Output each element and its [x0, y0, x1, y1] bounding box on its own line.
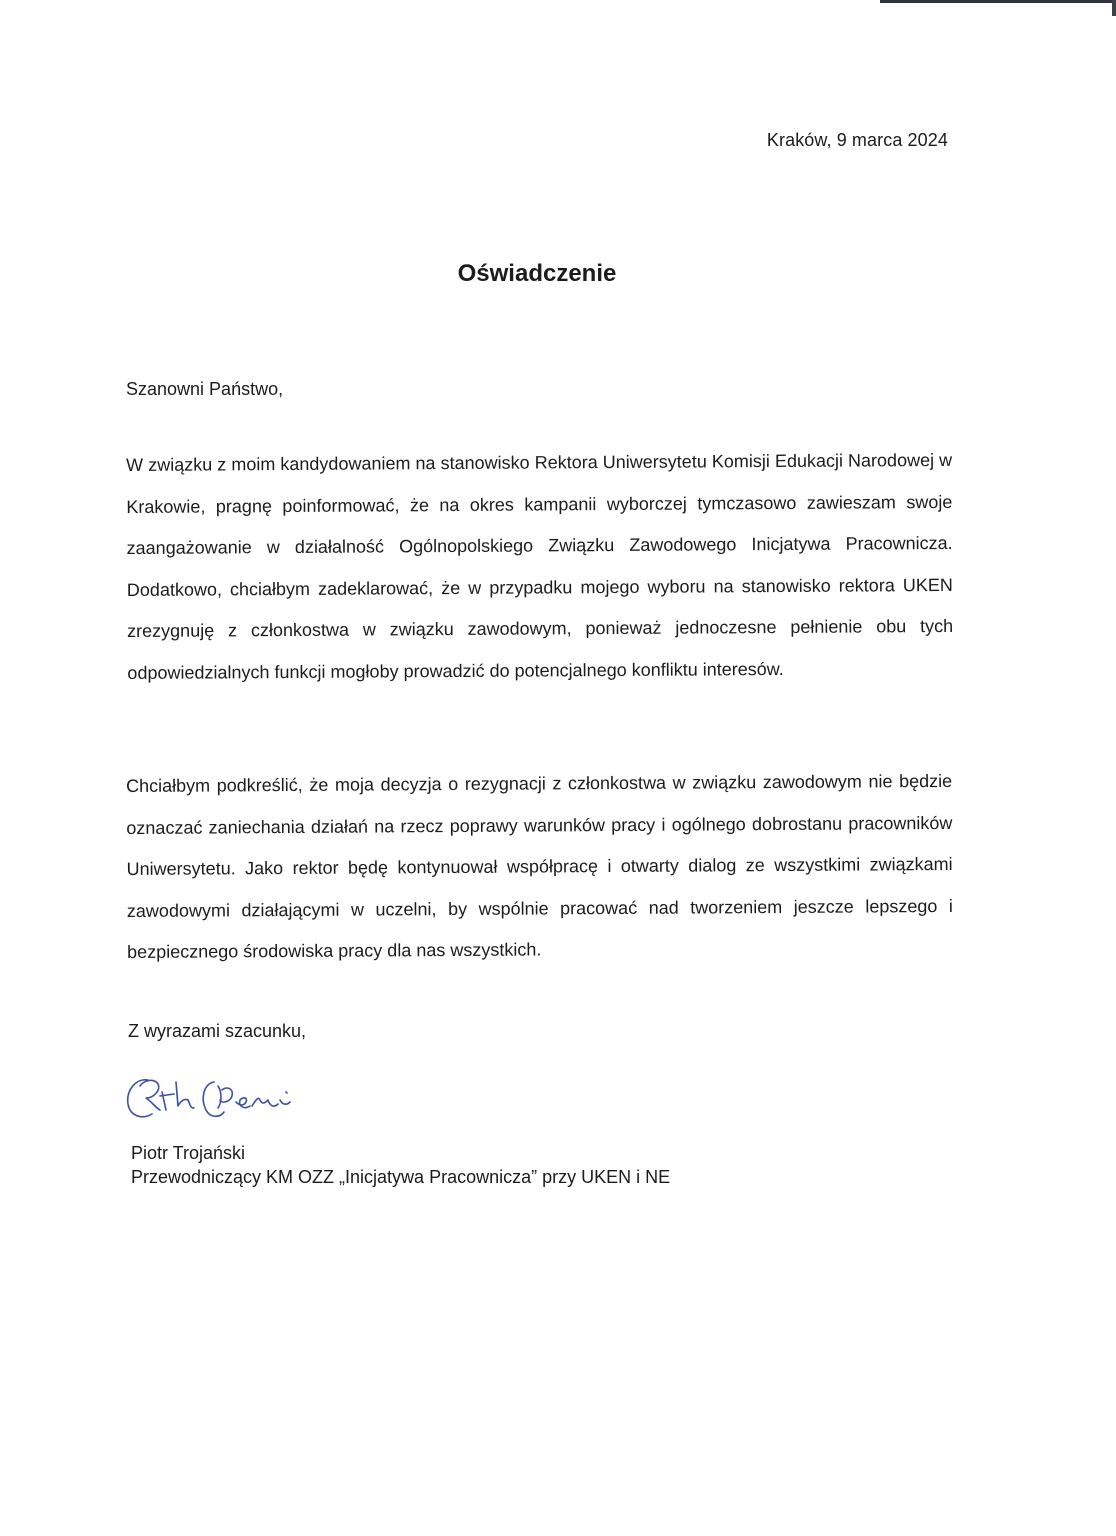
letter-paragraph-2: Chciałbym podkreślić, że moja decyzja o rezygnacji z członkostwa w związku zawodowym nie będzie oznaczać zaniechania działań na rzecz poprawy warunków pracy i ogólnego dobrostanu pracowników Uniwersytetu. Jako rektor będę kontynuował współpracę i otwarty dialog ze wszystkimi związkami zawodowymi działającymi w uczelni, by wspólnie pracować nad tworzeniem jeszcze lepszego i bezpiecznego środowiska pracy dla nas wszystkich.: [126, 770, 953, 962]
scan-edge-corner: [1112, 0, 1116, 16]
letter-greeting: Szanowni Państwo,: [126, 379, 284, 399]
signature-strokes: [128, 1080, 290, 1117]
letter-paragraph-1: W związku z moim kandydowaniem na stanowisko Rektora Uniwersytetu Komisji Edukacji Narodowej w Krakowie, pragnę poinformować, że na okres kampanii wyborczej tymczasowo zawieszam swoje zaangażowanie w działalność Ogólnopolskiego Związku Zawodowego Inicjatywa Pracownicza. Dodatkowo, chciałbym zadeklarować, że w przypadku mojego wyboru na stanowisko rektora UKEN zrezygnuję z członkostwa w związku zawodowym, ponieważ jednoczesne pełnienie obu tych odpowiedzialnych funkcji mogłoby prowadzić do potencjalnego konfliktu interesów.: [126, 449, 954, 683]
signer-role: Przewodniczący KM OZZ „Inicjatywa Pracownicza” przy UKEN i NE: [131, 1167, 671, 1187]
letter-title: Oświadczenie: [457, 260, 617, 287]
scan-edge-line: [880, 0, 1116, 3]
signer-name: Piotr Trojański: [131, 1143, 246, 1163]
handwritten-signature: [118, 1062, 314, 1134]
letter-date: Kraków, 9 marca 2024: [766, 130, 948, 150]
letter-closing: Z wyrazami szacunku,: [128, 1021, 307, 1041]
